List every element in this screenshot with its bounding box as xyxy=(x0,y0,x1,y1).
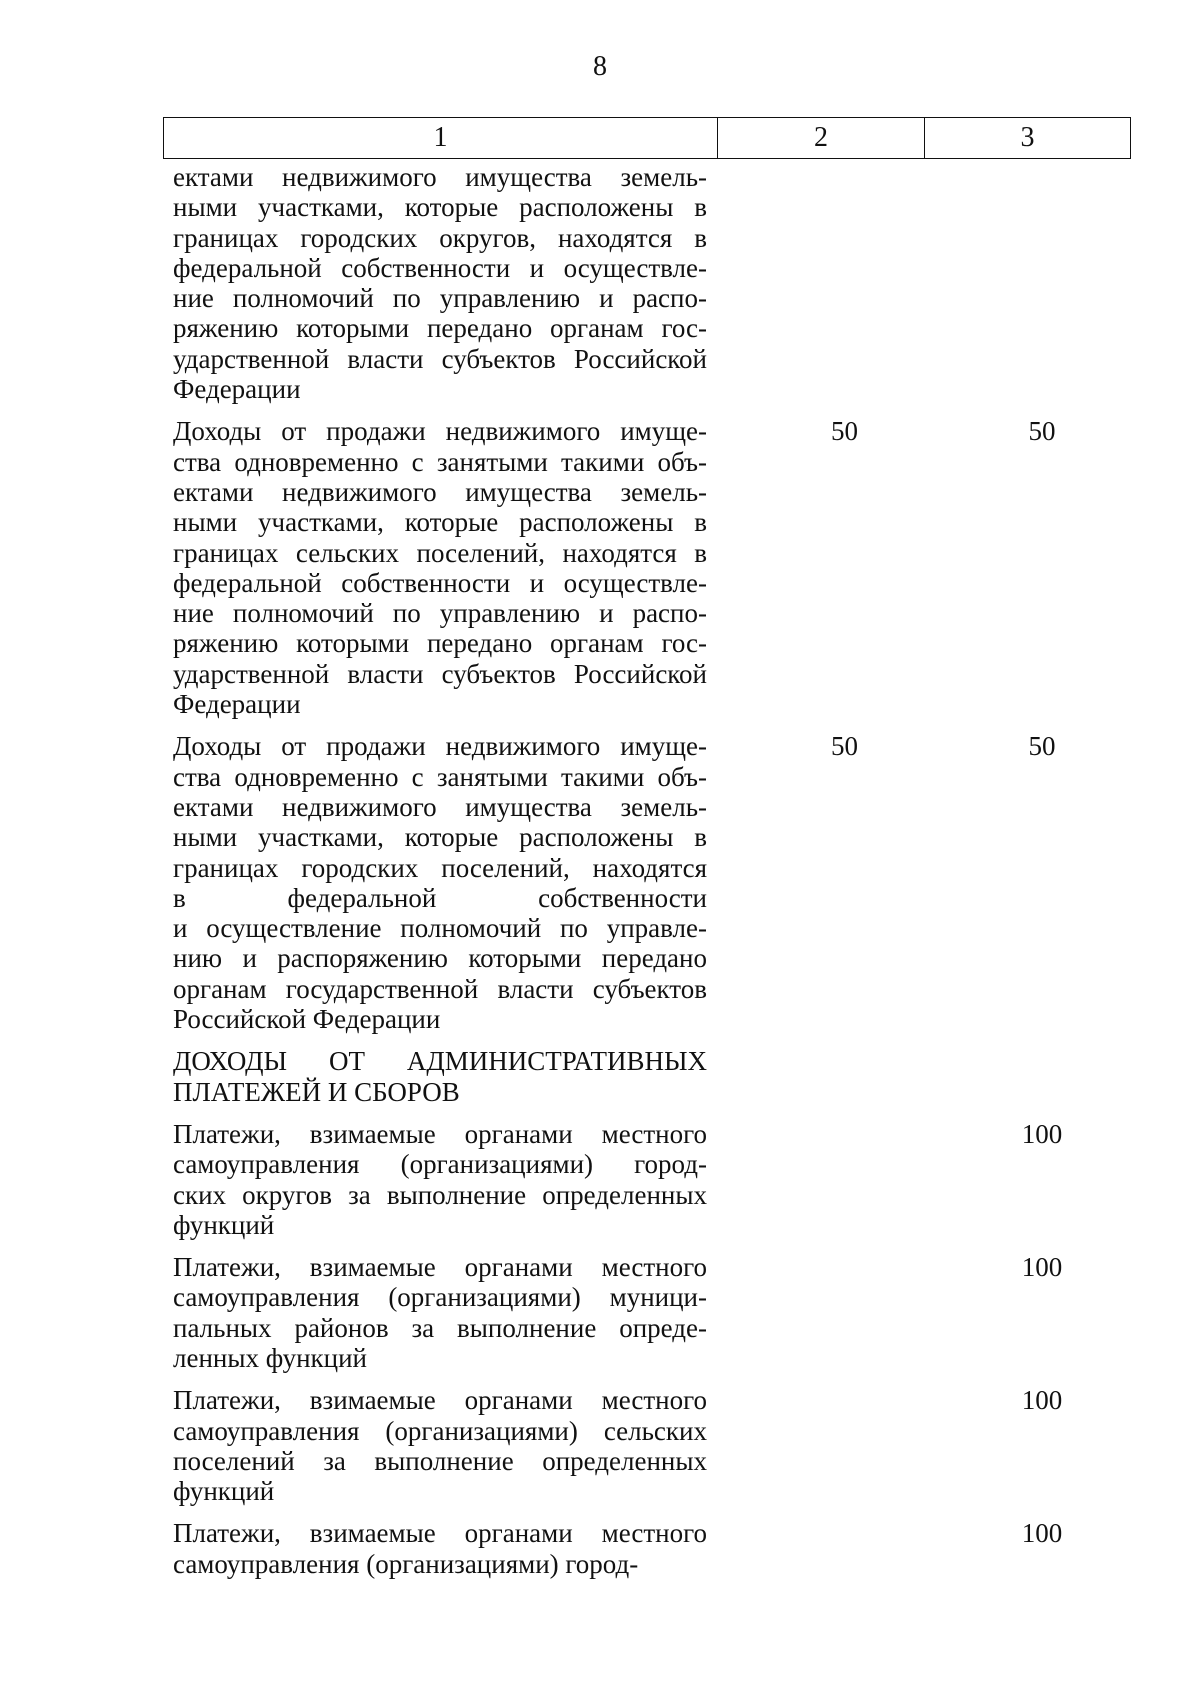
description-line: Доходы от продажи недвижимого имуще- xyxy=(173,416,707,447)
description-line: Платежи, взимаемые органами местного xyxy=(173,1385,707,1416)
description-line: самоуправления (организациями) муници- xyxy=(173,1282,707,1313)
description-line: границах сельских поселений, находятся в xyxy=(173,537,707,568)
row-value-col-3 xyxy=(982,1119,1131,1240)
description-line: границах городских округов, находятся в xyxy=(173,222,707,253)
row-description xyxy=(173,1252,707,1373)
row-description xyxy=(173,416,707,719)
description-line: в федеральной собственности xyxy=(173,882,707,913)
header-col-2: 2 xyxy=(718,118,925,158)
description-line: ПЛАТЕЖЕЙ И СБОРОВ xyxy=(173,1076,460,1107)
description-line: ными участками, которые расположены в xyxy=(173,507,707,538)
row-description xyxy=(173,1119,707,1240)
description-line: нию и распоряжению которыми передано xyxy=(173,943,707,974)
table-row xyxy=(173,416,1131,719)
description-line: ными участками, которые расположены в xyxy=(173,192,707,223)
table-body xyxy=(173,162,1131,1591)
header-col-3: 3 xyxy=(1020,122,1035,153)
description-line: ударственной власти субъектов Российской xyxy=(173,343,707,374)
row-value-col-3 xyxy=(982,162,1131,404)
description-line: ными участками, которые расположены в xyxy=(173,822,707,853)
row-value-col-3 xyxy=(982,1385,1131,1506)
row-description xyxy=(173,731,707,1034)
description-line: Российской Федерации xyxy=(173,1004,441,1035)
description-line: федеральной собственности и осуществле- xyxy=(173,567,707,598)
table-row xyxy=(173,1385,1131,1506)
row-value-col-3 xyxy=(982,416,1131,719)
table-row xyxy=(173,1046,1131,1107)
row-value-col-2 xyxy=(707,162,982,404)
description-line: ектами недвижимого имущества земель- xyxy=(173,791,707,822)
row-value-col-3-text: 50 xyxy=(1028,731,1056,762)
description-line: Платежи, взимаемые органами местного xyxy=(173,1252,707,1283)
description-line: ства одновременно с занятыми такими объ- xyxy=(173,761,707,792)
description-line: функций xyxy=(173,1209,275,1240)
row-value-col-3-text: 100 xyxy=(1021,1518,1063,1549)
row-value-col-3 xyxy=(982,731,1131,1034)
description-line: ектами недвижимого имущества земель- xyxy=(173,162,707,192)
description-line: федеральной собственности и осуществле- xyxy=(173,252,707,283)
description-line: ние полномочий по управлению и распо- xyxy=(173,283,707,314)
page-number: 8 xyxy=(593,51,607,82)
table-row xyxy=(173,1252,1131,1373)
row-value-col-3 xyxy=(982,1046,1131,1107)
row-value-col-2: 50 xyxy=(831,416,858,447)
row-value-col-2 xyxy=(707,1518,982,1579)
row-value-col-3-text: 100 xyxy=(1021,1385,1063,1416)
description-line: ударственной власти субъектов Российской xyxy=(173,658,707,689)
description-line: ряжению которыми передано органам гос- xyxy=(173,628,707,659)
row-description xyxy=(173,1385,707,1506)
row-value-col-2 xyxy=(707,1046,982,1107)
description-line: Федерации xyxy=(173,689,301,720)
description-line: ских округов за выполнение определенных xyxy=(173,1179,707,1210)
row-value-col-3-text: 100 xyxy=(1021,1252,1063,1283)
table-row xyxy=(173,1518,1131,1579)
row-value-col-3-text: 100 xyxy=(1021,1118,1063,1149)
table-row xyxy=(173,1119,1131,1240)
description-line: Федерации xyxy=(173,374,301,405)
table-header xyxy=(163,117,1131,159)
description-line: функций xyxy=(173,1476,275,1507)
row-value-col-2 xyxy=(707,1385,982,1506)
description-line: и осуществление полномочий по управле- xyxy=(173,913,707,944)
header-col-1: 1 xyxy=(164,118,718,158)
description-line: поселений за выполнение определенных xyxy=(173,1445,707,1476)
description-line: самоуправления (организациями) город- xyxy=(173,1149,707,1180)
description-line: Доходы от продажи недвижимого имуще- xyxy=(173,731,707,762)
row-value-col-3 xyxy=(982,1518,1131,1579)
description-line: пальных районов за выполнение опреде- xyxy=(173,1312,707,1343)
description-line: ние полномочий по управлению и распо- xyxy=(173,598,707,629)
row-description xyxy=(173,1518,707,1579)
description-line: ДОХОДЫ ОТ АДМИНИСТРАТИВНЫХ xyxy=(173,1046,707,1077)
description-line: ектами недвижимого имущества земель- xyxy=(173,476,707,507)
description-line: Платежи, взимаемые органами местного xyxy=(173,1118,707,1149)
description-line: ства одновременно с занятыми такими объ- xyxy=(173,446,707,477)
row-description xyxy=(173,1046,707,1107)
table-row xyxy=(173,162,1131,404)
description-line: ленных функций xyxy=(173,1342,367,1373)
row-value-col-2 xyxy=(707,1119,982,1240)
row-description xyxy=(173,162,707,404)
description-line: самоуправления (организациями) город- xyxy=(173,1548,639,1579)
row-value-col-2: 50 xyxy=(831,731,858,762)
description-line: самоуправления (организациями) сельских xyxy=(173,1415,707,1446)
row-value-col-3-text: 50 xyxy=(1028,416,1056,447)
description-line: органам государственной власти субъектов xyxy=(173,973,707,1004)
table-row xyxy=(173,731,1131,1034)
description-line: границах городских поселений, находятся xyxy=(173,852,707,883)
description-line: ряжению которыми передано органам гос- xyxy=(173,313,707,344)
row-value-col-2 xyxy=(707,1252,982,1373)
description-line: Платежи, взимаемые органами местного xyxy=(173,1518,707,1549)
row-value-col-3 xyxy=(982,1252,1131,1373)
